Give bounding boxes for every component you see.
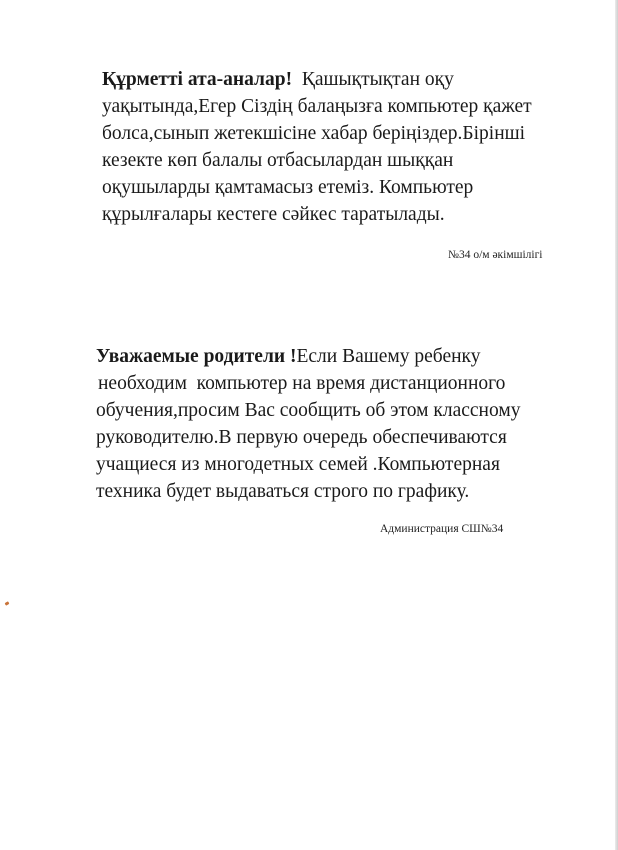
kazakh-notice [102, 66, 532, 228]
russian-notice-line-1 [96, 343, 520, 370]
kazakh-notice-line-5: оқушыларды қамтамасыз етеміз. Компьютер [102, 177, 474, 198]
russian-notice-text: Если Вашему ребенку [296, 346, 481, 367]
russian-signature: Администрация СШ№34 [380, 523, 504, 535]
russian-notice-line-6: техника будет выдаваться строго по графику. [96, 481, 470, 502]
russian-notice-heading: Уважаемые родители ! [96, 346, 297, 367]
russian-notice-line-4: руководителю.В первую очередь обеспечиваются [96, 427, 507, 448]
russian-notice-line-5: учащиеся из многодетных семей .Компьютерная [96, 454, 500, 475]
kazakh-notice-text: Қашықтықтан оқу [292, 69, 454, 90]
kazakh-notice-line-1 [102, 66, 532, 93]
kazakh-signature: №34 о/м әкімшілігі [448, 249, 543, 261]
russian-notice [96, 343, 520, 505]
russian-notice-line-3: обучения,просим Вас сообщить об этом классному [96, 400, 521, 421]
kazakh-notice-line-3: болса,сынып жетекшісіне хабар беріңіздер.Бірінші [102, 123, 526, 144]
scan-speck [5, 601, 10, 606]
kazakh-notice-line-4: кезекте көп балалы отбасылардан шыққан [102, 150, 454, 171]
kazakh-notice-heading: Құрметті ата-аналар! [102, 69, 293, 90]
russian-notice-line-2: необходим компьютер на время дистанционного [98, 373, 506, 394]
kazakh-notice-line-6: құрылғалары кестеге сәйкес таратылады. [102, 204, 445, 225]
kazakh-notice-line-2: уақытында,Егер Сіздің балаңызға компьютер қажет [102, 96, 532, 117]
